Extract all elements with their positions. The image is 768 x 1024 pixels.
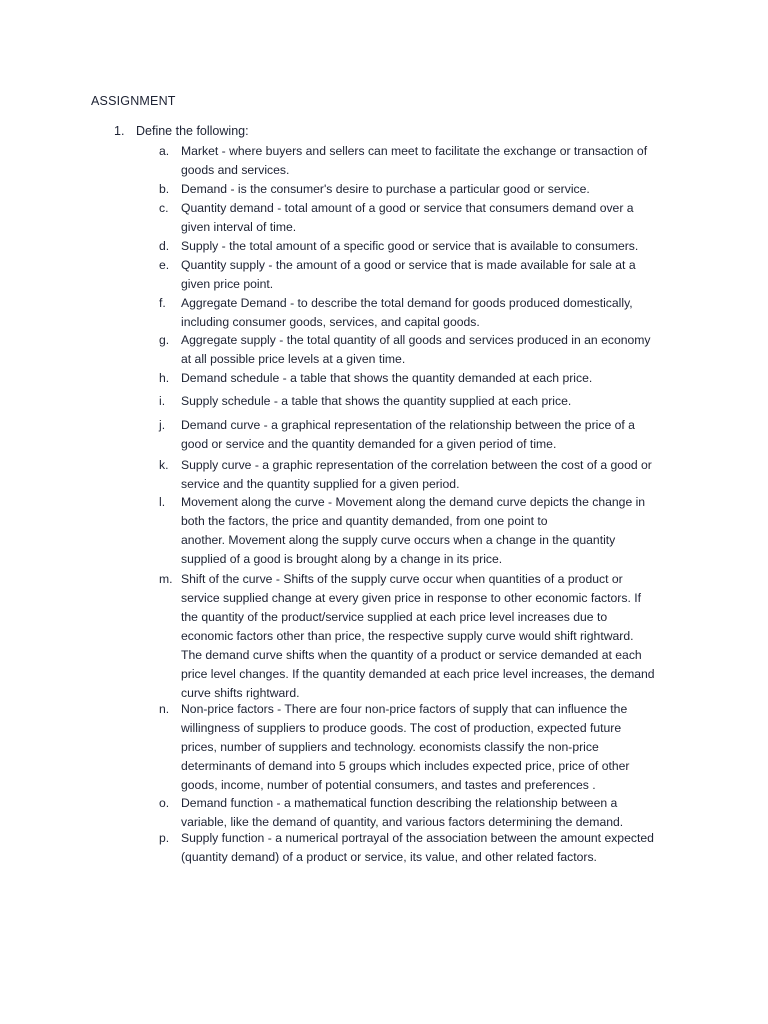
definition-line [181, 237, 687, 256]
definition-text: a table that shows the quantity supplied at each price. [281, 394, 572, 408]
term-separator: - [218, 239, 230, 253]
definition-text: the total amount of a specific good or service that is available to consumers. [229, 239, 639, 253]
item-letter: d. [159, 239, 170, 253]
definition-text: a table that shows the quantity demanded at each price. [290, 371, 593, 385]
item-body [181, 369, 687, 388]
term-separator: - [275, 333, 287, 347]
definition-text: a graphic representation of the correlation between the cost of a good or [262, 458, 652, 472]
definition-line: variable, like the demand of quantity, and various factors determining the demand. [181, 815, 624, 829]
definition-item [159, 456, 689, 494]
definition-line [181, 180, 687, 199]
definition-text: Movement along the demand curve depicts the change in [335, 495, 646, 509]
definition-item [159, 794, 689, 832]
item-letter: n. [159, 702, 170, 716]
definition-line: good or service and the quantity demanded for a given period of time. [181, 437, 557, 451]
term-separator: - [227, 182, 238, 196]
definition-item [159, 294, 689, 332]
definition-line: goods and services. [181, 163, 290, 177]
definition-text: where buyers and sellers can meet to facilitate the exchange or transaction of [229, 144, 648, 158]
item-letter: g. [159, 333, 170, 347]
definition-line: willingness of suppliers to produce goods. The cost of production, expected future [181, 721, 622, 735]
definition-line [181, 570, 687, 589]
definition-item [159, 493, 689, 569]
question-text: Define the following: [136, 124, 249, 138]
definition-line [181, 456, 687, 475]
item-body [181, 180, 687, 199]
term-separator: - [265, 258, 276, 272]
definition-line [181, 493, 687, 512]
item-body [181, 142, 687, 180]
term: Demand function [181, 796, 274, 810]
term: Non-price factors [181, 702, 274, 716]
page-title: ASSIGNMENT [91, 94, 176, 108]
item-body [181, 331, 687, 369]
item-letter: j. [159, 418, 166, 432]
definition-line: given interval of time. [181, 220, 297, 234]
term: Market [181, 144, 219, 158]
definition-line [181, 199, 687, 218]
definition-text: a graphical representation of the relationship between the price of a [271, 418, 635, 432]
definition-item [159, 331, 689, 369]
definition-text: There are four non-price factors of supply that can influence the [284, 702, 628, 716]
definition-line [181, 331, 687, 350]
term-separator: - [324, 495, 336, 509]
definition-line [181, 256, 687, 275]
definition-line [181, 294, 687, 313]
item-body [181, 700, 687, 795]
definition-item [159, 700, 689, 795]
term-separator: - [260, 418, 272, 432]
definition-item [159, 256, 689, 294]
definition-line: economic factors other than price, the respective supply curve would shift rightward. [181, 629, 634, 643]
term: Aggregate supply [181, 333, 276, 347]
term: Supply schedule [181, 394, 271, 408]
definition-line [181, 392, 687, 411]
definition-line: supplied of a good is brought along by a change in its price. [181, 552, 503, 566]
definition-line: service supplied change at every given price in response to other economic factors. If [181, 591, 641, 605]
term-separator: - [286, 296, 298, 310]
definition-line: at all possible price levels at a given time. [181, 352, 406, 366]
term-separator: - [273, 702, 285, 716]
definition-item [159, 570, 689, 703]
definition-line: the quantity of the product/service supplied at each price level increases due to [181, 610, 608, 624]
item-letter: i. [159, 394, 166, 408]
term: Demand curve [181, 418, 261, 432]
item-letter: h. [159, 371, 170, 385]
item-letter: k. [159, 458, 169, 472]
definition-item [159, 180, 689, 199]
definition-item [159, 416, 689, 454]
definition-item [159, 392, 689, 411]
term: Movement along the curve [181, 495, 325, 509]
term-separator: - [273, 201, 285, 215]
item-body [181, 294, 687, 332]
definition-text: is the consumer's desire to purchase a particular good or service. [237, 182, 590, 196]
term-separator: - [272, 572, 284, 586]
item-body [181, 256, 687, 294]
definition-line: given price point. [181, 277, 274, 291]
item-letter: c. [159, 201, 169, 215]
definition-line: another. Movement along the supply curve occurs when a change in the quantity [181, 533, 616, 547]
definition-text: the total quantity of all goods and services produced in an economy [286, 333, 651, 347]
term: Supply curve [181, 458, 252, 472]
definition-item [159, 199, 689, 237]
definition-item [159, 237, 689, 256]
term-separator: - [251, 458, 263, 472]
definition-line: (quantity demand) of a product or service, its value, and other related factors. [181, 850, 597, 864]
item-letter: b. [159, 182, 170, 196]
definition-text: a mathematical function describing the relationship between a [283, 796, 618, 810]
term: Aggregate Demand [181, 296, 287, 310]
definition-line: The demand curve shifts when the quantity of a product or service demanded at each [181, 648, 642, 662]
item-body [181, 456, 687, 494]
item-letter: l. [159, 495, 166, 509]
term: Demand [181, 182, 228, 196]
item-letter: o. [159, 796, 170, 810]
definition-line [181, 369, 687, 388]
item-body [181, 570, 687, 703]
term: Shift of the curve [181, 572, 273, 586]
definition-line: goods, income, number of potential consumers, and tastes and preferences . [181, 778, 596, 792]
definition-line: including consumer goods, services, and capital goods. [181, 315, 480, 329]
item-letter: e. [159, 258, 170, 272]
definition-line [181, 416, 687, 435]
term: Supply function [181, 831, 265, 845]
term-separator: - [273, 796, 284, 810]
definition-item [159, 369, 689, 388]
definition-line: price level changes. If the quantity demanded at each price level increases, the demand [181, 667, 655, 681]
item-letter: p. [159, 831, 170, 845]
term-separator: - [279, 371, 291, 385]
item-letter: a. [159, 144, 170, 158]
definition-text: a numerical portrayal of the association between the amount expected [275, 831, 654, 845]
definition-line [181, 794, 687, 813]
item-letter: m. [159, 572, 173, 586]
item-body [181, 493, 687, 569]
definition-line [181, 700, 687, 719]
definition-line [181, 829, 687, 848]
definition-line: determinants of demand into 5 groups which includes expected price, price of other [181, 759, 630, 773]
definition-line: prices, number of suppliers and technology. economists classify the non-price [181, 740, 599, 754]
term-separator: - [264, 831, 276, 845]
term: Demand schedule [181, 371, 280, 385]
definition-text: to describe the total demand for goods produced domestically, [297, 296, 633, 310]
item-body [181, 416, 687, 454]
definition-line [181, 142, 687, 161]
term: Quantity demand [181, 201, 274, 215]
definition-text: total amount of a good or service that consumers demand over a [284, 201, 634, 215]
term-separator: - [270, 394, 282, 408]
item-letter: f. [159, 296, 166, 310]
definition-item [159, 142, 689, 180]
definition-item [159, 829, 689, 867]
definition-text: Shifts of the supply curve occur when quantities of a product or [283, 572, 623, 586]
term: Quantity supply [181, 258, 266, 272]
question-number: 1. [114, 124, 125, 138]
item-body [181, 199, 687, 237]
term-separator: - [218, 144, 230, 158]
definition-text: the amount of a good or service that is made available for sale at a [275, 258, 636, 272]
definition-line: service and the quantity supplied for a given period. [181, 477, 460, 491]
definition-line: both the factors, the price and quantity demanded, from one point to [181, 514, 548, 528]
item-body [181, 829, 687, 867]
term: Supply [181, 239, 219, 253]
definition-line: curve shifts rightward. [181, 686, 300, 700]
item-body [181, 237, 687, 256]
item-body [181, 392, 687, 411]
item-body [181, 794, 687, 832]
